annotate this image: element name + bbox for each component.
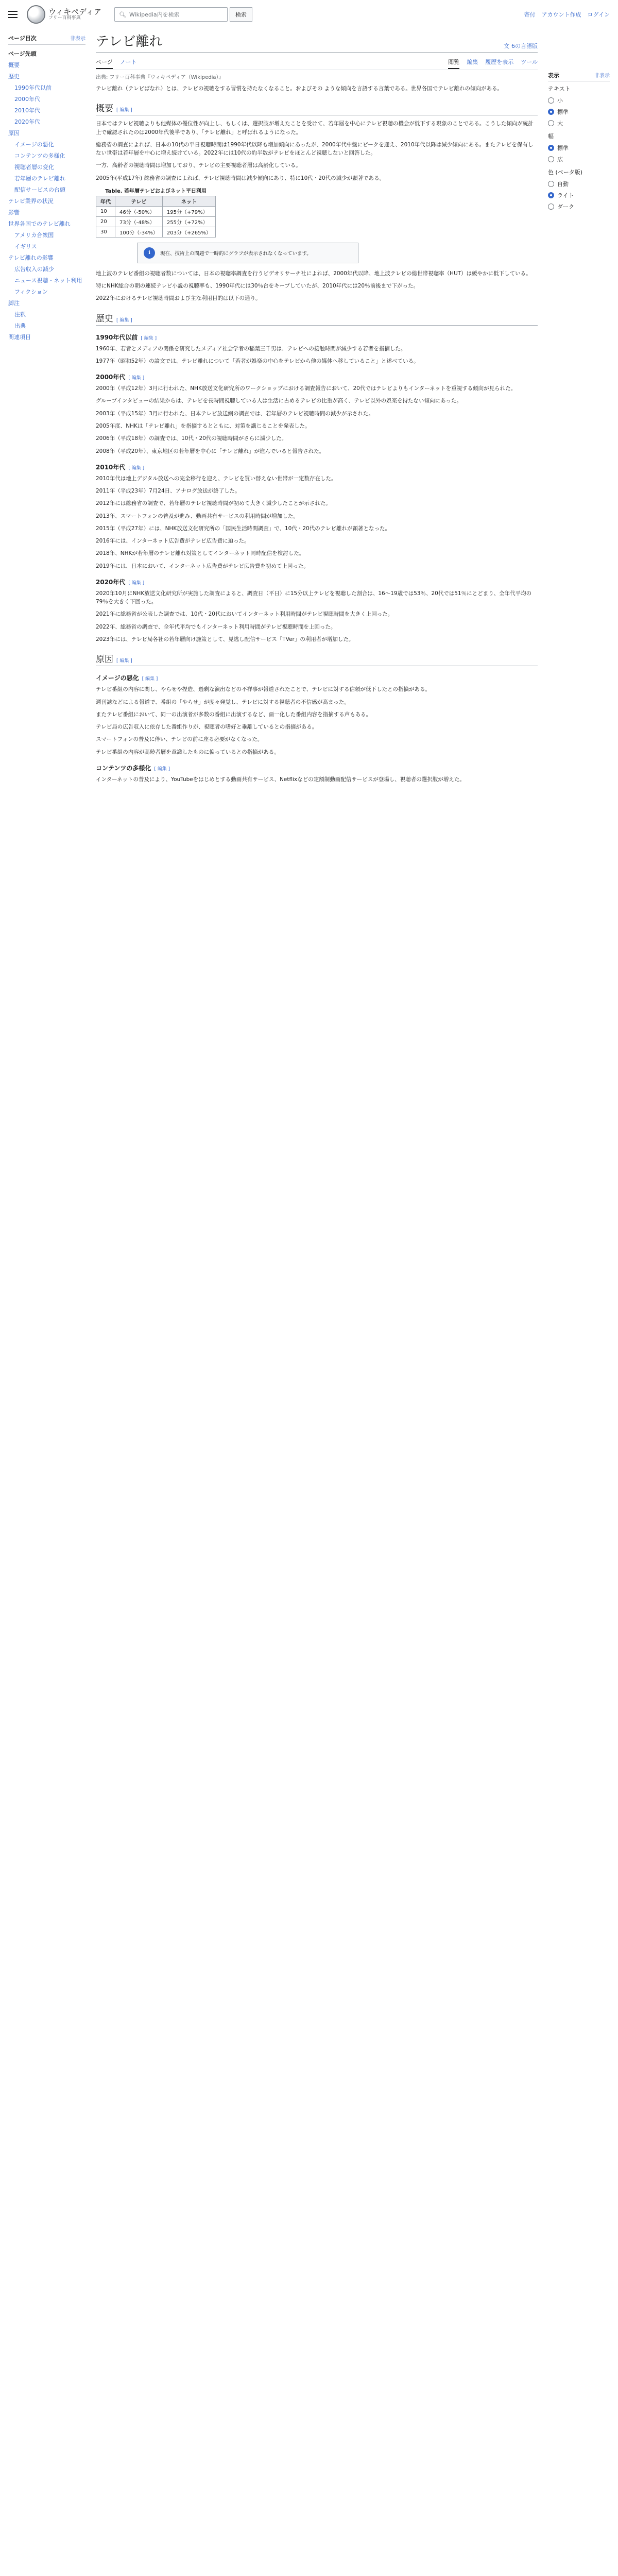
page-title: テレビ離れ — [96, 34, 163, 49]
radio-icon — [548, 120, 554, 126]
paragraph: 2011年（平成23年）7月24日、アナログ放送が終了した。 — [96, 488, 241, 495]
paragraph: インターネットの普及により、YouTubeをはじめとする動画共有サービス、Netflixなどの定額制動画配信サービスが登場し、視聴者の選択肢が増えた。 — [96, 776, 465, 783]
radio-label: 標準 — [557, 109, 569, 115]
radio-icon — [548, 192, 554, 198]
search-button[interactable]: 検索 — [230, 7, 252, 22]
table-cell: 10 — [96, 206, 115, 216]
subsection-title: イメージの悪化 — [96, 674, 139, 682]
radio-option[interactable] — [548, 142, 610, 154]
radio-option[interactable] — [548, 190, 610, 201]
paragraph: 日本ではテレビ視聴よりも他媒体の優位性が向上し、もしくは、選択肢が増えたことを受けて、若年層を中心にテレビ視聴の機会が低下する現象のことである。こうした傾向が統計上で確認されたのは2000年代後半であり、「テレビ離れ」と呼ばれるようになった。 — [96, 121, 534, 135]
table-cell: 203分（+265%） — [162, 227, 215, 237]
language-button[interactable] — [504, 42, 538, 50]
subsection-1990 — [96, 333, 538, 342]
language-icon: 文 — [504, 43, 509, 49]
paragraph: グループインタビューの結果からは、テレビを長時間視聴している人は生活に占めるテレビの比重が高く、テレビ以外の娯楽を持たない傾向にあった。 — [96, 398, 462, 404]
radio-label: ライト — [557, 192, 574, 199]
paragraph: テレビ番組の内容に関し、やらせや捏造、過剰な演出などの不祥事が報道されたことで、テレビに対する信頼が低下したとの指摘がある。 — [96, 686, 431, 693]
paragraph: 2022年、総務省の調査で、全年代平均でもインターネット利用時間がテレビ視聴時間を上回った。 — [96, 623, 336, 630]
radio-icon — [548, 109, 554, 115]
text-size-label: テキスト — [548, 86, 571, 92]
appearance-panel — [548, 29, 610, 788]
logo-title: ウィキペディア — [48, 7, 101, 16]
info-icon: i — [144, 247, 155, 259]
paragraph: 2012年には総務省の調査で、若年層のテレビ視聴時間が初めて大きく減少したことが示された。 — [96, 500, 331, 507]
toc-item[interactable]: イギリス — [14, 243, 37, 250]
search-input[interactable] — [114, 7, 228, 22]
radio-option[interactable] — [548, 154, 610, 165]
table-of-contents — [8, 29, 85, 788]
subsection-title: 1990年代以前 — [96, 333, 138, 341]
table-caption: Table. 若年層テレビおよびネット平日利用 — [105, 188, 207, 194]
paragraph: 2013年、スマートフォンの普及が進み、動画共有サービスの利用時間が増加した。 — [96, 513, 299, 519]
radio-label: 大 — [557, 120, 563, 127]
tv-usage-table — [96, 187, 216, 238]
edit-link[interactable]: [ 編集 ] — [141, 335, 157, 341]
table-header: テレビ — [115, 196, 163, 206]
toc-item[interactable]: 1990年代以前 — [14, 84, 52, 91]
table-cell: 195分（+79%） — [162, 206, 215, 216]
table-cell: 255分（+72%） — [162, 216, 215, 227]
paragraph: 総務省の調査によれば、日本の10代の平日視聴時間は1990年代以降も増加傾向にあったが、2000年代中盤にピークを迎え、2010年代以降は減少傾向にある。またテレビを保有しない世帯は若年層を中心に増え続けている。2022年には10代の約半数がテレビをほとんど視聴しないと回答した。 — [96, 141, 534, 157]
toc-title: ページ目次 — [8, 35, 37, 42]
paragraph: 2006年（平成18年）の調査では、10代・20代の視聴時間がさらに減少した。 — [96, 435, 287, 442]
radio-option[interactable] — [548, 106, 610, 117]
table-row — [96, 227, 216, 237]
subsection-2000 — [96, 372, 538, 381]
edit-link[interactable]: [ 編集 ] — [116, 658, 132, 664]
notice-text: 現在、技術上の問題で一時的にグラフが表示されなくなっています。 — [160, 250, 312, 257]
edit-link[interactable]: [ 編集 ] — [128, 580, 145, 586]
section-overview-title: 概要 — [96, 104, 113, 114]
search-icon: 🔍︎ — [119, 11, 126, 18]
radio-label: ダーク — [557, 204, 574, 210]
table-cell: 46分（-50%） — [115, 206, 163, 216]
toc-item[interactable]: アメリカ合衆国 — [14, 232, 54, 239]
tab-right-2[interactable]: 履歴を表示 — [485, 59, 514, 65]
logo-subtitle: フリー百科事典 — [48, 15, 81, 21]
edit-link[interactable]: [ 編集 ] — [116, 108, 132, 113]
edit-link[interactable]: [ 編集 ] — [116, 317, 132, 323]
paragraph: 2022年におけるテレビ視聴時間および主な利用目的は以下の通り。 — [96, 295, 261, 302]
toc-item[interactable]: 関連項目 — [8, 334, 31, 341]
appearance-title: 表示 — [548, 72, 559, 79]
toc-item[interactable]: ニュース視聴・ネット利用 — [14, 277, 82, 284]
table-cell: 73分（-48%） — [115, 216, 163, 227]
paragraph: テレビ番組の内容が高齢者層を意識したものに偏っているとの指摘がある。 — [96, 749, 280, 755]
main-menu-button[interactable] — [8, 8, 21, 21]
paragraph: 地上波のテレビ番組の視聴者数については、日本の視聴率調査を行うビデオリサーチ社によれば、2000年代以降、地上波テレビの総世帯視聴率（HUT）は緩やかに低下している。 — [96, 270, 531, 277]
language-label: 6の言語版 — [511, 43, 538, 49]
section-causes — [96, 652, 538, 666]
paragraph: 1960年、若者とメディアの関係を研究したメディア社会学者の稲葉三千男は、テレビへの接触時間が減少する若者を指摘した。 — [96, 345, 406, 352]
paragraph: 2021年に総務省が公表した調査では、10代・20代においてインターネット利用時間がテレビ視聴時間を大きく上回った。 — [96, 611, 393, 618]
tab-0[interactable]: ページ — [96, 56, 113, 69]
user-link[interactable]: アカウント作成 — [541, 11, 581, 18]
user-links — [524, 10, 610, 19]
user-link[interactable]: ログイン — [587, 11, 610, 18]
toc-item[interactable]: 出典 — [14, 323, 26, 329]
toc-item[interactable]: イメージの悪化 — [14, 141, 54, 148]
toc-item[interactable]: 広告収入の減少 — [14, 266, 54, 273]
toc-item[interactable]: コンテンツの多様化 — [14, 152, 65, 159]
edit-link[interactable]: [ 編集 ] — [128, 465, 145, 471]
section-history-title: 歴史 — [96, 313, 113, 324]
radio-option[interactable] — [548, 95, 610, 106]
toc-item[interactable]: 注釈 — [14, 311, 26, 318]
page-source: 出典: フリー百科事典『ウィキペディア（Wikipedia）』 — [96, 75, 224, 80]
subsection-content — [96, 764, 538, 772]
table-header: ネット — [162, 196, 215, 206]
subsection-title: 2000年代 — [96, 374, 126, 381]
user-link[interactable]: 寄付 — [524, 11, 536, 18]
graph-notice — [137, 243, 358, 263]
paragraph: スマートフォンの普及に伴い、テレビの前に座る必要がなくなった。 — [96, 736, 263, 743]
toc-item[interactable]: 原因 — [8, 130, 20, 137]
tab-right-1[interactable]: 編集 — [467, 59, 478, 65]
edit-link[interactable]: [ 編集 ] — [154, 766, 170, 772]
tab-right-3[interactable]: ツール — [521, 59, 538, 65]
table-header: 年代 — [96, 196, 115, 206]
edit-link[interactable]: [ 編集 ] — [142, 676, 158, 682]
main-content — [85, 29, 548, 788]
radio-icon — [548, 204, 554, 210]
table-cell: 100分（-34%） — [115, 227, 163, 237]
tab-1[interactable]: ノート — [119, 59, 137, 65]
subsection-title: 2010年代 — [96, 463, 126, 471]
radio-label: 広 — [557, 156, 563, 163]
edit-link[interactable]: [ 編集 ] — [128, 376, 145, 381]
width-label: 幅 — [548, 133, 554, 140]
toc-item[interactable]: 世界各国でのテレビ離れ — [8, 221, 71, 227]
toc-item[interactable]: 2020年代 — [14, 118, 40, 125]
paragraph: 2005年(平成17年) 総務省の調査によれば、テレビ視聴時間は減少傾向にあり、特に10代・20代の減少が顕著である。 — [96, 175, 385, 181]
paragraph: 2010年代は地上デジタル放送への完全移行を迎え、テレビを買い替えない世帯が一定数存在した。 — [96, 475, 337, 482]
paragraph: 2005年度、NHKは「テレビ離れ」を指摘するとともに、対策を講じることを発表した。 — [96, 422, 311, 429]
paragraph: 1977年（昭和52年）の論文では、テレビ離れについて「若者が娯楽の中心をテレビから他の媒体へ移していること」と述べている。 — [96, 358, 419, 364]
table-row — [96, 206, 216, 216]
radio-icon — [548, 97, 554, 104]
toc-item[interactable]: 若年層のテレビ離れ — [14, 175, 65, 182]
toc-item[interactable]: 2000年代 — [14, 96, 40, 103]
search-form — [114, 7, 252, 22]
toc-item[interactable]: テレビ業界の状況 — [8, 198, 54, 205]
paragraph: 2000年（平成12年）3月に行われた、NHK放送文化研究所のワークショップにおける調査報告において、20代ではテレビよりもインターネットを重視する傾向が見られた。 — [96, 385, 517, 392]
radio-icon — [548, 181, 554, 187]
paragraph: 2003年（平成15年）3月に行われた、日本テレビ放送網の調査では、若年層のテレビ視聴時間の減少が示された。 — [96, 410, 374, 417]
subsection-title: コンテンツの多様化 — [96, 764, 151, 772]
paragraph: 2018年、NHKが若年層のテレビ離れ対策としてインターネット同時配信を検討した。 — [96, 550, 305, 557]
toc-item[interactable]: ページ先頭 — [8, 50, 37, 57]
paragraph: 2019年には、日本において、インターネット広告費がテレビ広告費を初めて上回った。 — [96, 563, 309, 569]
paragraph: 2020年10月にNHK放送文化研究所が実施した調査によると、調査日（平日）に15分以上テレビを視聴した割合は、16〜19歳では53％、20代では51％にとどまり、全年代平均の79％を大きく下回った。 — [96, 590, 532, 605]
toc-item[interactable]: 視聴者層の変化 — [14, 164, 54, 171]
wikipedia-logo[interactable] — [27, 5, 104, 24]
subsection-2010 — [96, 463, 538, 471]
radio-option[interactable] — [548, 117, 610, 129]
radio-option[interactable] — [548, 201, 610, 212]
paragraph: 2008年（平成20年）、東京地区の若年層を中心に「テレビ離れ」が進んでいると報告された。 — [96, 448, 325, 454]
paragraph: 特にNHK総合の朝の連続テレビ小説の視聴率も、1990年代には30％台をキープしていたが、2010年代には20％前後まで下がった。 — [96, 283, 419, 290]
paragraph: 2016年には、インターネット広告費がテレビ広告費に迫った。 — [96, 538, 250, 545]
subsection-title: 2020年代 — [96, 578, 126, 586]
paragraph: 2023年には、テレビ局各社の若年層向け施策として、見逃し配信サービス「TVer」の利用者が増加した。 — [96, 636, 354, 642]
section-history — [96, 311, 538, 326]
paragraph: テレビ局の広告収入に依存した番組作りが、視聴者の嗜好と乖離しているとの指摘がある。 — [96, 724, 318, 731]
top-bar — [0, 0, 618, 29]
paragraph: またテレビ番組において、同一の出演者が多数の番組に出演するなど、画一化した番組内容を指摘する声もある。 — [96, 711, 372, 718]
radio-icon — [548, 156, 554, 162]
appearance-hide-button[interactable]: 非表示 — [594, 73, 610, 79]
table-row — [96, 216, 216, 227]
radio-label: 自動 — [557, 181, 569, 188]
subsection-2020 — [96, 578, 538, 586]
subsection-image — [96, 673, 538, 682]
radio-option[interactable] — [548, 178, 610, 190]
paragraph: 週刊誌などによる報道で、番組の「やらせ」が度々発覚し、テレビに対する視聴者の不信感が高まった。 — [96, 699, 350, 705]
radio-icon — [548, 145, 554, 151]
toc-item[interactable]: 脚注 — [8, 300, 20, 307]
toc-item[interactable]: 概要 — [8, 62, 20, 69]
section-causes-title: 原因 — [96, 654, 113, 665]
search-placeholder: Wikipedia内を検索 — [129, 11, 180, 18]
paragraph: テレビ離れ（テレビばなれ）とは、テレビの視聴をする習慣を持たなくなること。およびその ような傾向を言語する言葉である。世界各国でテレビ離れの傾向がある。 — [96, 86, 503, 92]
paragraph: 一方、高齢者の視聴時間は増加しており、テレビの主要視聴者層は高齢化している。 — [96, 162, 301, 169]
radio-label: 標準 — [557, 145, 569, 151]
toc-item[interactable]: 2010年代 — [14, 107, 40, 114]
radio-label: 小 — [557, 97, 563, 104]
toc-item[interactable]: フィクション — [14, 289, 48, 295]
globe-icon — [27, 5, 45, 24]
section-overview — [96, 101, 538, 115]
toc-item[interactable]: 影響 — [8, 209, 20, 216]
color-label: 色 (ベータ版) — [548, 169, 583, 176]
toc-item[interactable]: 歴史 — [8, 73, 20, 80]
paragraph: 2015年（平成27年）には、NHK放送文化研究所の「国民生活時間調査」で、10代・20代のテレビ離れが顕著となった。 — [96, 525, 391, 532]
toc-item[interactable]: テレビ離れの影響 — [8, 255, 54, 261]
table-cell: 30 — [96, 227, 115, 237]
table-cell: 20 — [96, 216, 115, 227]
toc-item[interactable]: 配信サービスの台頭 — [14, 187, 65, 193]
tab-right-0[interactable]: 閲覧 — [448, 56, 459, 69]
toc-hide-button[interactable]: 非表示 — [70, 36, 85, 42]
